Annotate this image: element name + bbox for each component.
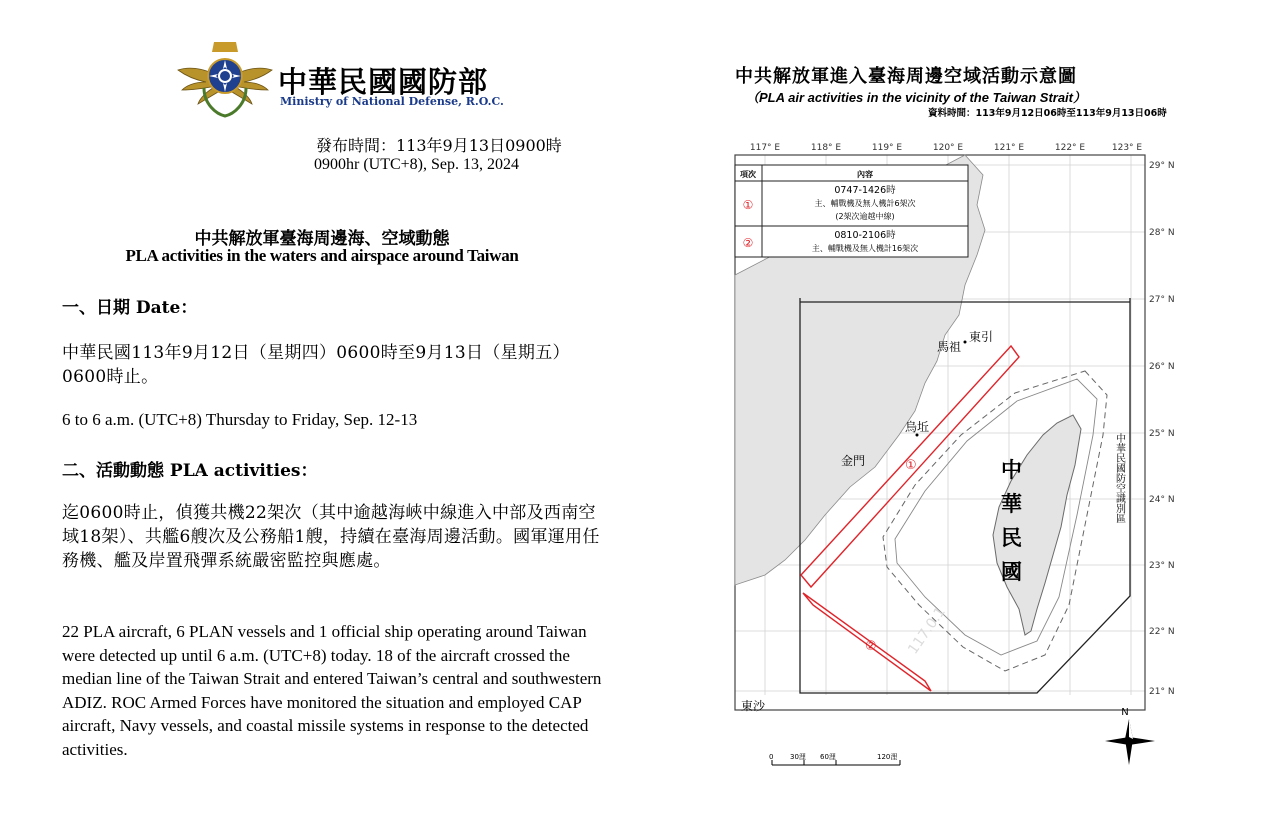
date-heading: 一、日期 Date： xyxy=(62,298,198,318)
activity-paragraph-en: 22 PLA aircraft, 6 PLAN vessels and 1 official ship operating around Taiwan were detected up until 6 a.m. (UTC+8) today. 18 of the aircraft crossed the median line of the Taiwan Strait and entered Taiwan’s central and southwestern ADIZ. ROC Armed Forces have monitored the situation and employed CAP aircraft, Navy vessels, and coastal missile systems in response to the detected activities. xyxy=(62,622,602,759)
legend-time-2: 0810-2106時 xyxy=(834,230,896,241)
lat-label: 23° N xyxy=(1149,561,1175,571)
place-wuqiu: 烏坵 xyxy=(905,420,930,434)
date-paragraph-en: 6 to 6 a.m. (UTC+8) Thursday to Friday, Sep. 12-13 xyxy=(62,410,418,429)
compass-icon xyxy=(1105,707,1155,765)
activity-paragraph-zh: 迄0600時止，偵獲共機22架次（其中逾越海峽中線進入中部及西南空域18架）、共艦6艘次及公務船1艘，持續在臺海周邊活動。國軍運用任務機、艦及岸置飛彈系統嚴密監控與應處。 xyxy=(62,503,600,571)
lon-label: 118° E xyxy=(810,143,842,153)
map-title-en: （PLA air activities in the vicinity of the Taiwan Strait） xyxy=(746,90,1086,105)
map-title-zh: 中共解放軍進入臺海周邊空域活動示意圖 xyxy=(735,66,1077,87)
place-kinmen: 金門 xyxy=(841,454,866,468)
legend-header-content: 內容 xyxy=(857,170,873,179)
lon-label: 119° E xyxy=(871,143,903,153)
lat-label: 28° N xyxy=(1149,228,1175,238)
lat-label: 26° N xyxy=(1149,362,1175,372)
adiz-label: 中華民國防空識別區 xyxy=(1113,433,1125,523)
lon-label: 117° E xyxy=(749,143,781,153)
lat-label: 24° N xyxy=(1149,495,1175,505)
place-dongyin: 東引 xyxy=(969,330,994,344)
zone-marker-2: ② xyxy=(865,639,877,654)
legend-desc-2: 主、輔戰機及無人機計16架次 xyxy=(811,244,919,253)
date-paragraph-zh: 中華民國113年9月12日（星期四）0600時至9月13日（星期五）0600時止。 xyxy=(62,343,570,387)
legend-marker-1: ① xyxy=(742,198,754,212)
legend-marker-2: ② xyxy=(742,236,754,250)
map-watermark: 117.0.1 xyxy=(905,604,949,658)
org-name-zh: 中華民國國防部 xyxy=(278,65,489,99)
country-label-3: 民 xyxy=(1001,526,1022,550)
place-dot xyxy=(916,434,919,437)
report-title-zh: 中共解放軍臺海周邊海、空域動態 xyxy=(194,229,450,249)
org-name-en: Ministry of National Defense, R.O.C. xyxy=(280,95,504,108)
north-label: N xyxy=(1121,707,1129,718)
scale-label: 60浬 xyxy=(820,753,836,761)
scale-label: 120浬 xyxy=(877,753,898,761)
place-matsu: 馬祖 xyxy=(937,340,962,354)
lat-label: 29° N xyxy=(1149,161,1175,171)
activity-heading: 二、活動動態 PLA activities： xyxy=(62,461,318,481)
lon-label: 123° E xyxy=(1111,143,1143,153)
zone-marker-1: ① xyxy=(905,458,917,473)
lat-label: 25° N xyxy=(1149,429,1175,439)
lon-label: 121° E xyxy=(993,143,1025,153)
scale-bar xyxy=(769,753,900,765)
legend-desc-1: 主、輔戰機及無人機計6架次 xyxy=(814,199,916,208)
country-label-2: 華 xyxy=(1001,492,1022,516)
mnd-emblem xyxy=(176,38,274,120)
lon-label: 122° E xyxy=(1054,143,1086,153)
release-time-zh: 發布時間：113年9月13日0900時 xyxy=(316,136,562,155)
activity-map xyxy=(715,135,1275,775)
legend-time-1: 0747-1426時 xyxy=(834,185,896,196)
place-dot xyxy=(964,341,967,344)
lat-label: 21° N xyxy=(1149,687,1175,697)
scale-label: 0 xyxy=(769,753,774,761)
country-label-4: 國 xyxy=(1001,560,1022,584)
legend-note-1: (2架次逾越中線) xyxy=(835,212,895,221)
lon-label: 120° E xyxy=(932,143,964,153)
country-label-1: 中 xyxy=(1001,458,1022,482)
scale-label: 30浬 xyxy=(790,753,806,761)
lat-label: 22° N xyxy=(1149,627,1175,637)
release-time-en: 0900hr (UTC+8), Sep. 13, 2024 xyxy=(314,156,520,173)
taiwan-landmass xyxy=(993,415,1081,635)
lat-label: 27° N xyxy=(1149,295,1175,305)
legend-header-item: 項次 xyxy=(740,170,756,179)
report-title-en: PLA activities in the waters and airspace around Taiwan xyxy=(125,246,519,265)
crest-icon xyxy=(208,42,242,93)
legend-table xyxy=(735,165,968,257)
place-dongsha: 東沙 xyxy=(741,699,766,713)
map-data-period: 資料時間：113年9月12日06時至113年9月13日06時 xyxy=(928,108,1167,119)
